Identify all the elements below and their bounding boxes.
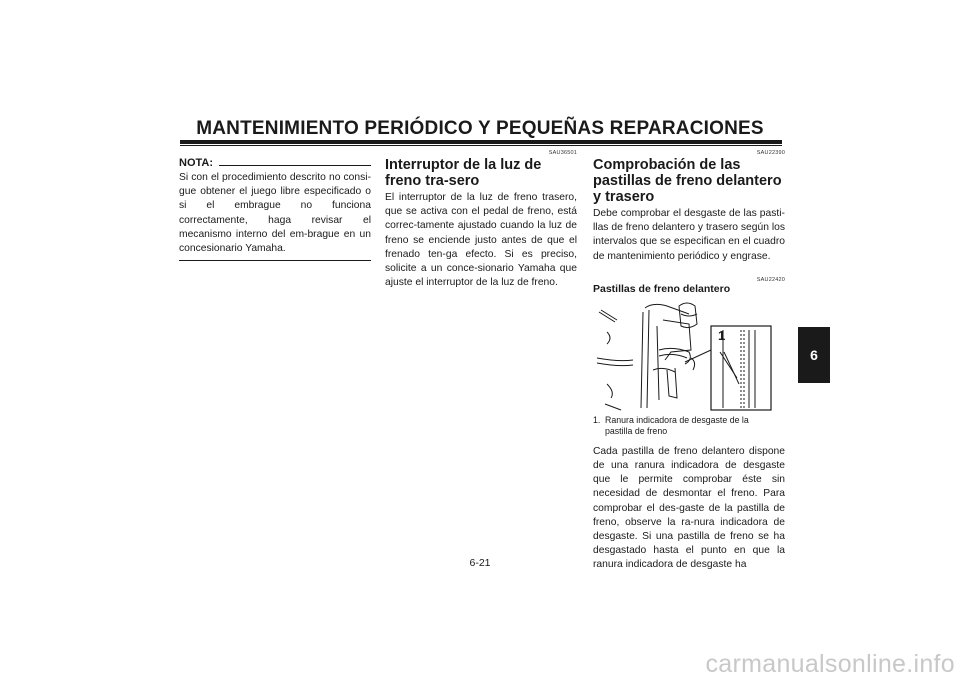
section-text: El interruptor de la luz de freno trasero, que se activa con el pedal de freno, está correc-tamente ajustado cuando la luz de freno se enciende justo antes de que el frenado ten-ga efecto. Si es preciso, solicite a un conce-sionario Yamaha que ajuste el interruptor de la luz de freno. [385,192,577,289]
section-intro: Debe comprobar el desgaste de las pasti-llas de freno delantero y trasero según los intervalos que se especifican en el cuadro de mantenimiento periódico y engrase. [593,208,785,262]
page-title: MANTENIMIENTO PERIÓDICO Y PEQUEÑAS REPARACIONES [196,118,764,139]
header-rule [180,140,782,144]
note-bottom-rule [179,260,371,261]
subsection-code: SAU22420 [756,276,785,283]
figure-callout-label: 1 [718,327,726,343]
brake-pad-figure [593,300,785,412]
section-heading: Comprobación de las pastillas de freno delantero y trasero [593,157,782,205]
brake-pads-section [593,150,785,573]
chapter-tab: 6 [798,327,830,383]
figure-caption [593,415,785,437]
brake-caliper-illustration [593,300,785,412]
section-code: SAU22390 [756,150,785,156]
section-heading: Interruptor de la luz de freno tra-sero [385,157,542,189]
note-block [179,157,371,261]
subsection-heading: Pastillas de freno delantero [593,282,731,295]
caption-number: 1. [593,414,601,425]
note-label-rule [219,165,371,166]
section-text: Cada pastilla de freno delantero dispone de una ranura indicadora de desgaste que le permite comprobar éste sin necesidad de desmontar el freno. Para comprobar el des-gaste de la pastilla de freno, observe la ra-nura indicadora de desgaste. Si una pastilla de freno se ha desgastado hasta el punto en que la ranura indicadora de desgaste ha [593,445,785,571]
section-code: SAU36501 [548,150,577,156]
header-rule-thin [180,145,782,146]
page-number: 6-21 [469,557,491,569]
caption-text: Ranura indicadora de desgaste de la pastilla de freno [605,414,749,436]
brake-switch-section [385,150,577,290]
watermark: carmanualsonline.info [705,650,955,678]
note-label: NOTA: [179,157,214,169]
note-text: Si con el procedimiento descrito no consi-gue obtener el juego libre especificado o si el embrague no funciona correctamente, haga revisar el mecanismo interno del em-brague en un concesionario Yamaha. [179,172,371,255]
